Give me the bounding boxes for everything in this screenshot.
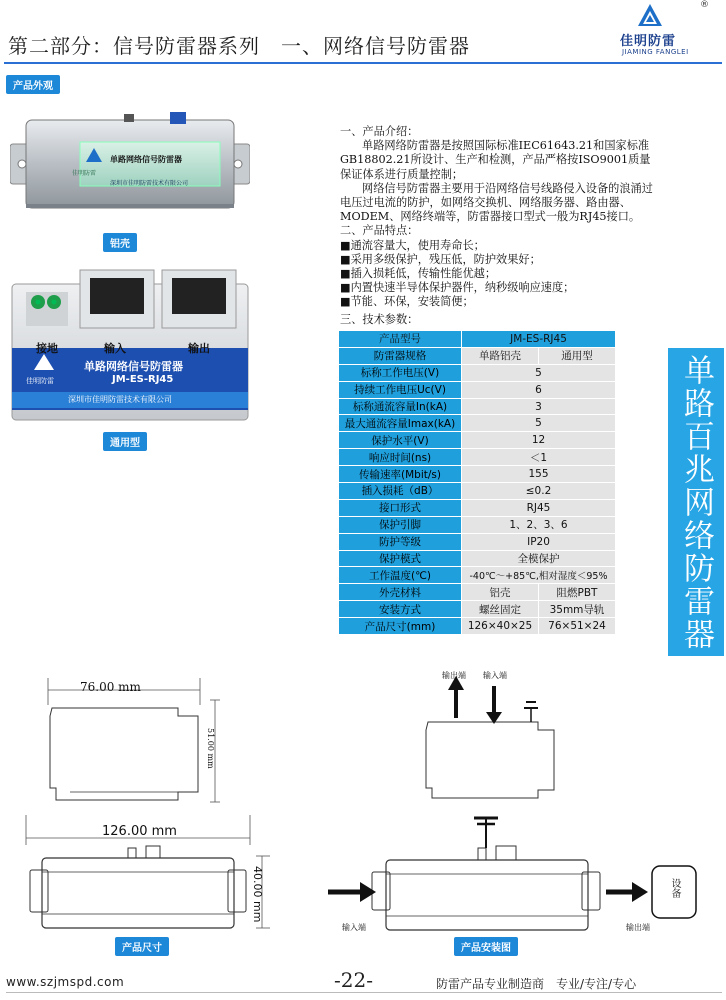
tag-aluminum: 铝壳 <box>103 233 137 252</box>
tag-install: 产品安装图 <box>454 937 518 956</box>
label-input-bottom: 输入端 <box>342 923 366 932</box>
dim-label: 40.00 mm <box>251 866 264 923</box>
dim-label: 76.00 mm <box>80 680 141 694</box>
label-output-top: 输出端 <box>442 671 466 680</box>
table-row <box>339 584 616 601</box>
spec-key: 响应时间(ns) <box>339 449 462 466</box>
install-diagram <box>320 660 720 960</box>
spec-key: 产品型号 <box>339 331 462 348</box>
photo-uni-brand: 佳明防雷 <box>26 377 54 385</box>
footer-slogan: 防雷产品专业制造商 专业/专注/专心 <box>436 977 637 991</box>
spec-key: 传输速率(Mbit/s) <box>339 466 462 483</box>
features-heading: 二、产品特点： <box>340 224 419 238</box>
page-number: -22- <box>334 968 373 992</box>
table-row <box>339 449 616 466</box>
spec-value: IP20 <box>462 533 616 550</box>
table-row <box>339 533 616 550</box>
table-row <box>339 381 616 398</box>
table-row <box>339 398 616 415</box>
arrow-right-icon <box>360 882 376 902</box>
table-row <box>339 567 616 584</box>
spec-value: 阻燃PBT <box>539 584 616 601</box>
spec-table <box>338 330 616 635</box>
header-rule <box>4 62 722 64</box>
photo-uni-model: JM-ES-RJ45 <box>112 374 174 385</box>
photo-uni-output: 输出 <box>188 342 210 355</box>
spec-key: 工作温度(℃) <box>339 567 462 584</box>
side-banner-text: 单路百兆网络防雷器 <box>678 353 714 651</box>
spec-key: 标称通流容量In(kA) <box>339 398 462 415</box>
arrow-right-icon <box>632 882 648 902</box>
intro-paragraph-1: 单路网络防雷器是按照国际标准IEC61643.21和国家标准GB18802.21所设计、生产和检测，产品严格按ISO9001质量保证体系进行质量控制； <box>340 139 651 181</box>
feature-item: ■采用多级保护，残压低，防护效果好； <box>340 252 541 266</box>
registered-mark: ® <box>700 0 709 10</box>
photo-alu-name: 单路网络信号防雷器 <box>110 155 182 164</box>
dim-label: 126.00 mm <box>102 824 177 839</box>
spec-value: ＜1 <box>462 449 616 466</box>
spec-key: 接口形式 <box>339 499 462 516</box>
spec-key: 外壳材料 <box>339 584 462 601</box>
label-output-bottom: 输出端 <box>626 923 650 932</box>
tag-universal: 通用型 <box>103 432 147 451</box>
table-row <box>339 499 616 516</box>
spec-heading: 三、技术参数： <box>340 312 419 326</box>
spec-key: 持续工作电压Uc(V) <box>339 381 462 398</box>
feature-item: ■节能、环保，安装简便； <box>340 295 474 309</box>
intro-section <box>340 125 660 327</box>
spec-value: -40℃～+85℃,相对湿度＜95% <box>462 567 616 584</box>
spec-value: 76×51×24 <box>539 618 616 635</box>
footer-rule <box>6 992 722 993</box>
spec-key: 防雷器规格 <box>339 347 462 364</box>
spec-value: 通用型 <box>539 347 616 364</box>
spec-value: 全模保护 <box>462 550 616 567</box>
spec-key: 保护引脚 <box>339 516 462 533</box>
label-device: 设备 <box>669 878 680 898</box>
spec-value: 5 <box>462 415 616 432</box>
spec-key: 安装方式 <box>339 601 462 618</box>
spec-value: 5 <box>462 364 616 381</box>
spec-key: 产品尺寸(mm) <box>339 618 462 635</box>
spec-value: 155 <box>462 466 616 483</box>
photo-uni-company: 深圳市佳明防雷技术有限公司 <box>68 395 172 404</box>
spec-key: 防护等级 <box>339 533 462 550</box>
photo-uni-ground: 接地 <box>36 342 58 355</box>
spec-value: RJ45 <box>462 499 616 516</box>
photo-alu-company: 深圳市佳明防雷技术有限公司 <box>110 180 189 187</box>
tag-size: 产品尺寸 <box>115 937 169 956</box>
footer-url[interactable]: www.szjmspd.com <box>6 975 125 989</box>
side-banner <box>668 348 724 656</box>
table-row <box>339 432 616 449</box>
photo-uni-input: 输入 <box>104 342 126 355</box>
spec-key: 最大通流容量Imax(kA) <box>339 415 462 432</box>
spec-value: 铝壳 <box>462 584 539 601</box>
page-title: 第二部分：信号防雷器系列 一、网络信号防雷器 <box>8 34 470 58</box>
spec-value: ≤0.2 <box>462 483 616 500</box>
table-row <box>339 347 616 364</box>
spec-value: JM-ES-RJ45 <box>462 331 616 348</box>
dim-label: 51.00 mm <box>206 728 215 769</box>
spec-value: 35mm导轨 <box>539 601 616 618</box>
logo-name: 佳明防雷 <box>620 34 677 49</box>
photo-universal <box>8 262 253 422</box>
logo-english: JIAMING FANGLEI <box>622 48 689 56</box>
spec-value: 6 <box>462 381 616 398</box>
table-row <box>339 601 616 618</box>
table-row <box>339 415 616 432</box>
spec-key: 标称工作电压(V) <box>339 364 462 381</box>
table-row <box>339 550 616 567</box>
spec-value: 126×40×25 <box>462 618 539 635</box>
intro-heading: 一、产品介绍： <box>340 125 419 138</box>
spec-value: 单路铝壳 <box>462 347 539 364</box>
photo-uni-name: 单路网络信号防雷器 <box>84 360 183 373</box>
feature-item: ■通流容量大，使用寿命长； <box>340 238 485 252</box>
table-row <box>339 483 616 500</box>
spec-value: 3 <box>462 398 616 415</box>
spec-value: 12 <box>462 432 616 449</box>
intro-paragraph-2: 网络信号防雷器主要用于沿网络信号线路侵入设备的浪涌过电压过电流的防护，如网络交换机、网络服务器、路由器、MODEM、网络终端等，防雷器接口型式一般为RJ45接口。 <box>340 181 653 224</box>
label-input-top: 输入端 <box>483 671 507 680</box>
spec-value: 螺丝固定 <box>462 601 539 618</box>
spec-key: 保护模式 <box>339 550 462 567</box>
spec-key: 保护水平(V) <box>339 432 462 449</box>
feature-item: ■插入损耗低，传输性能优越； <box>340 267 497 281</box>
photo-alu-brand: 佳明防雷 <box>72 170 97 177</box>
table-row <box>339 364 616 381</box>
table-row <box>339 618 616 635</box>
table-row <box>339 466 616 483</box>
spec-key: 插入损耗（dB） <box>339 483 462 500</box>
table-row <box>339 331 616 348</box>
dimension-drawings <box>0 660 300 960</box>
photo-aluminum <box>10 110 250 215</box>
tag-appearance: 产品外观 <box>6 75 60 94</box>
spec-value: 1、2、3、6 <box>462 516 616 533</box>
table-row <box>339 516 616 533</box>
feature-item: ■内置快速半导体保护器件，纳秒级响应速度； <box>340 281 575 295</box>
